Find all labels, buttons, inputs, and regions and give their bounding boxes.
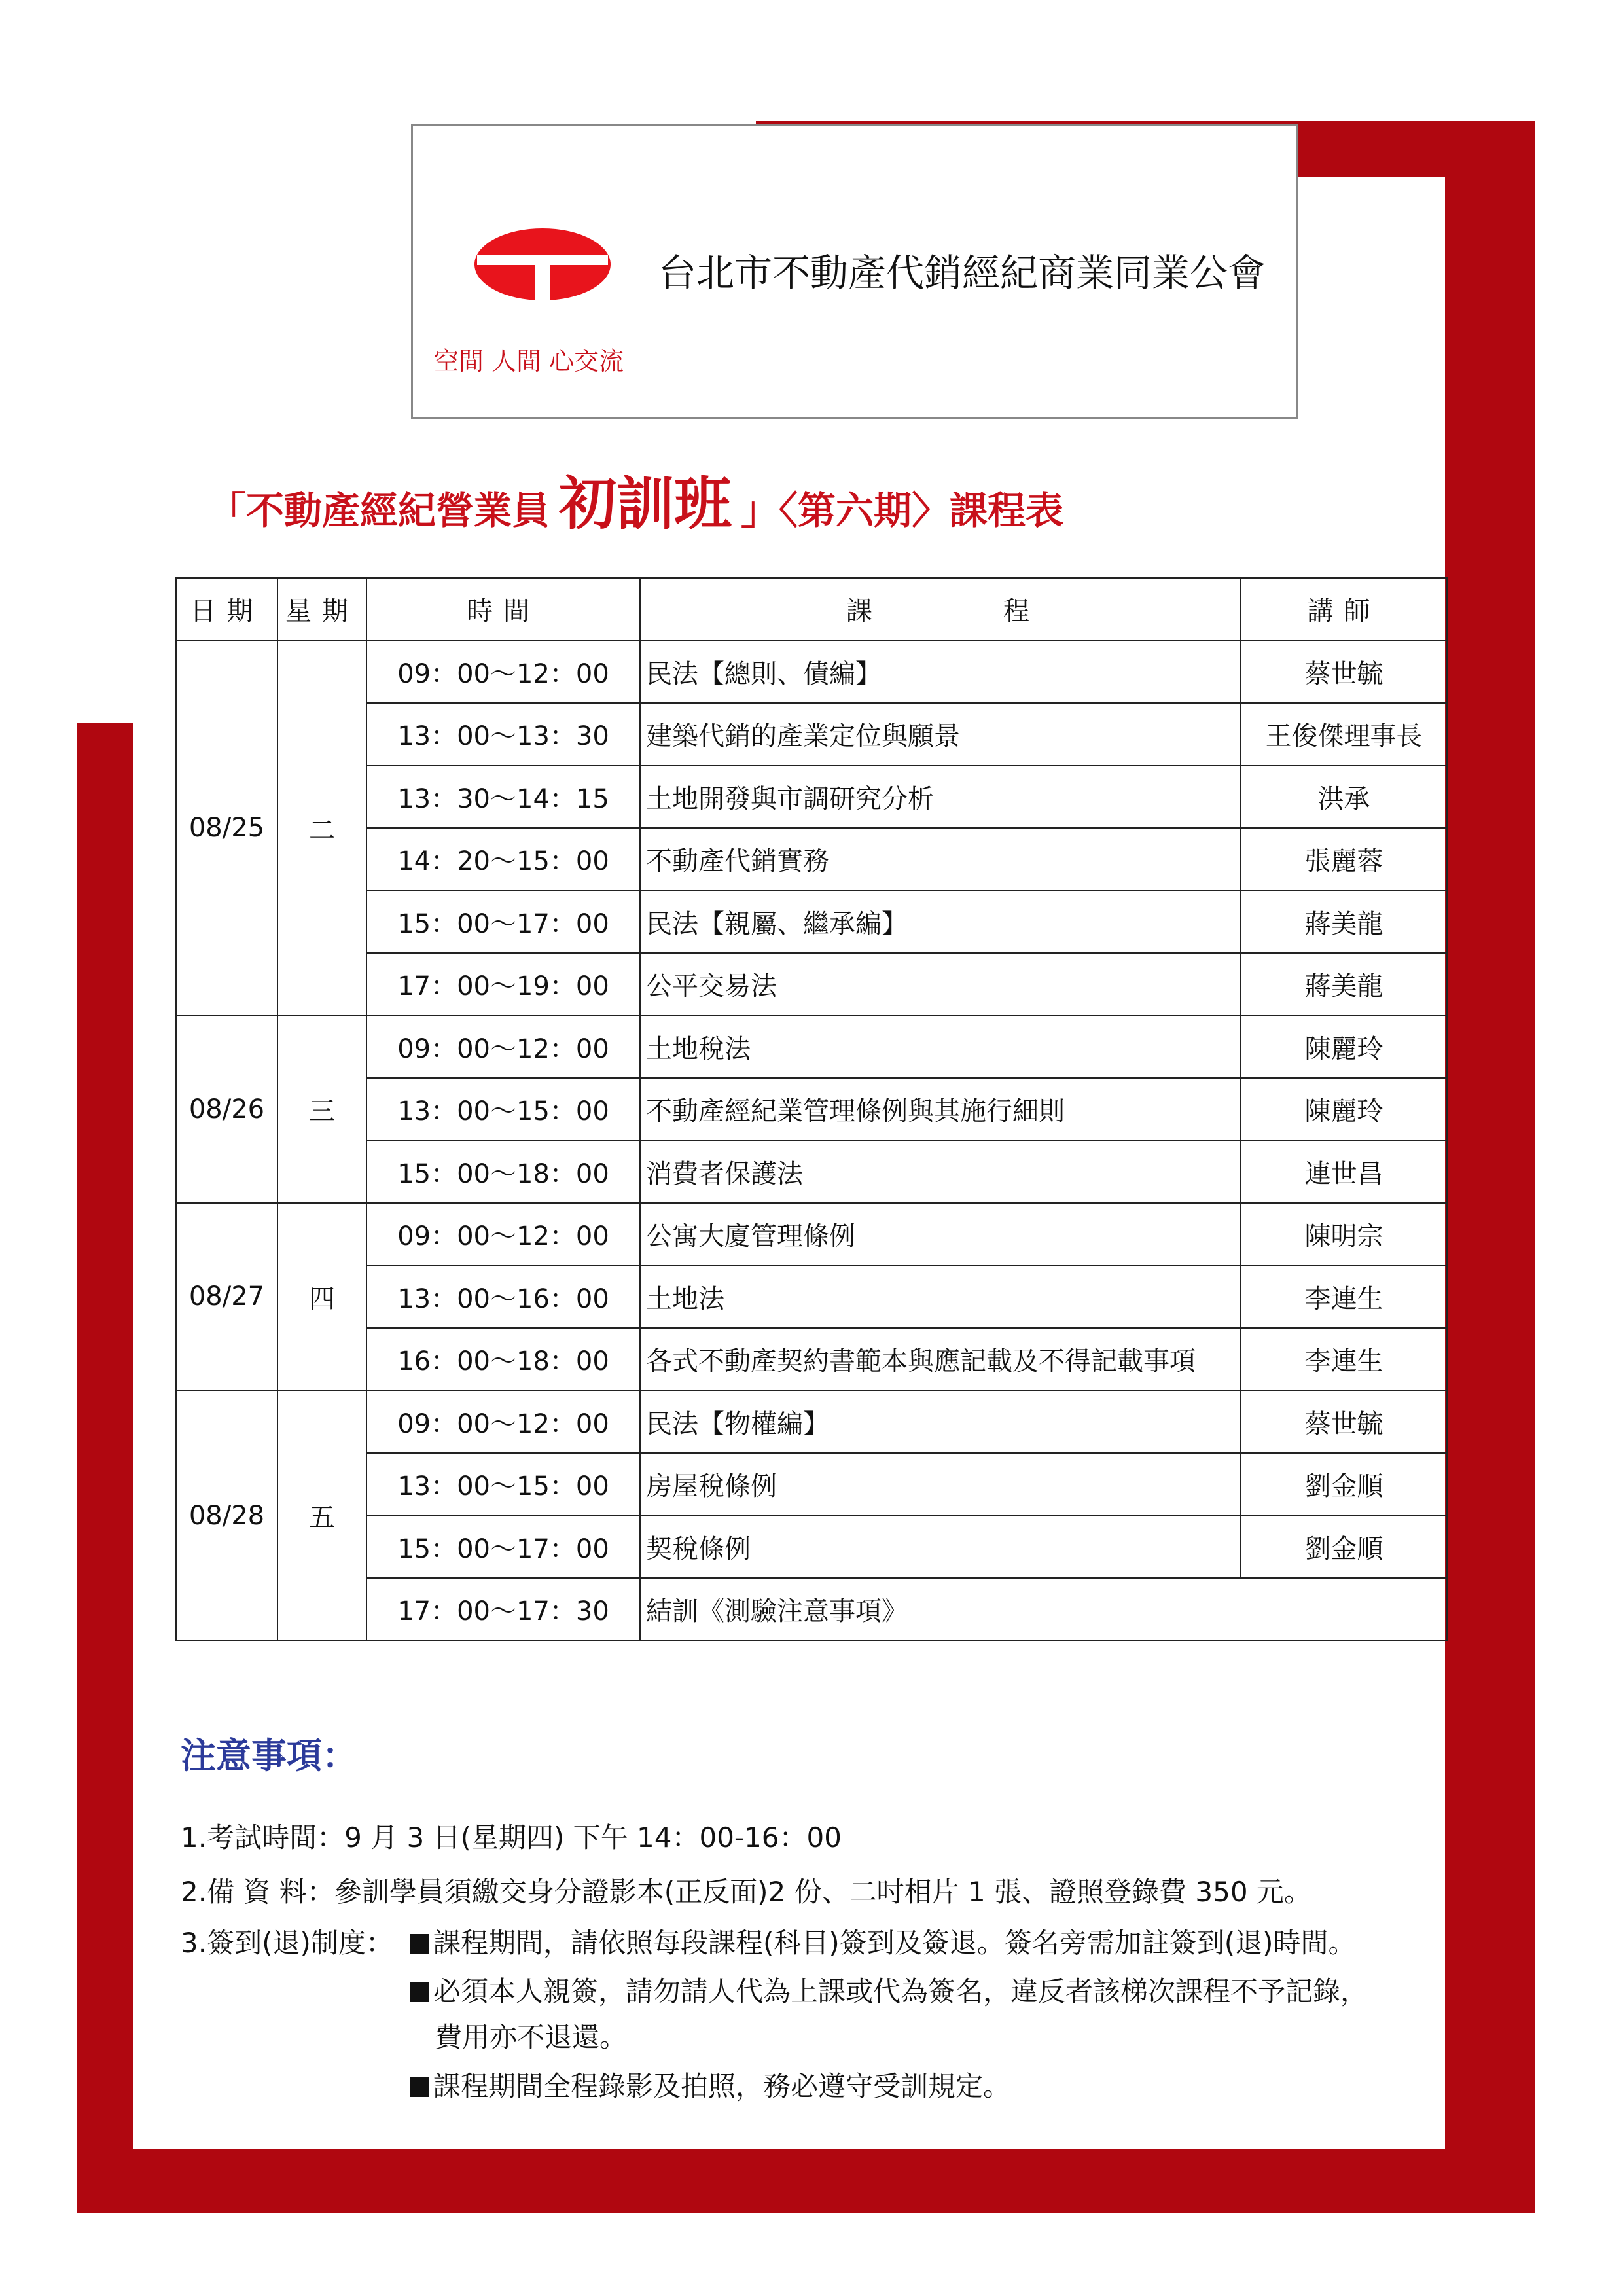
cell-lecturer: 蔡世毓 [1241,641,1447,704]
note-signin-item: 課程期間，請依照每段課程(科目)簽到及簽退。簽名旁需加註簽到(退)時間。 [410,1922,1356,1961]
cell-weekday: 四 [277,1203,366,1391]
header-box [411,124,1298,419]
black-square-bullet-icon [410,1982,429,2002]
cell-course: 土地稅法 [640,1016,1241,1079]
table-row [176,1141,1447,1204]
cell-time: 13：00～15：00 [366,1453,640,1516]
table-row [176,1328,1447,1391]
cell-time: 16：00～18：00 [366,1328,640,1391]
cell-course: 建築代銷的產業定位與願景 [640,703,1241,766]
cell-weekday: 二 [277,641,366,1016]
cell-course: 土地開發與市調研究分析 [640,766,1241,829]
table-row [176,1516,1447,1579]
cell-time: 13：00～13：30 [366,703,640,766]
cell-time: 15：00～17：00 [366,891,640,954]
org-name: 台北市不動產代銷經紀商業同業公會 [658,251,1266,295]
cell-course: 民法【親屬、繼承編】 [640,891,1241,954]
table-row [176,766,1447,829]
table-row-closing [176,1578,1447,1641]
table-row [176,641,1447,704]
cell-time: 13：30～14：15 [366,766,640,829]
note-signin-label: 3.簽到(退)制度： [181,1927,393,1959]
cell-weekday: 三 [277,1016,366,1204]
page-title [208,458,1064,537]
note-signin-item: 課程期間全程錄影及拍照，務必遵守受訓規定。 [410,2065,1010,2104]
cell-weekday: 五 [277,1391,366,1641]
cell-lecturer: 陳麗玲 [1241,1016,1447,1079]
cell-date: 08/26 [176,1016,277,1204]
cell-lecturer: 陳麗玲 [1241,1078,1447,1141]
cell-time: 14：20～15：00 [366,828,640,891]
cell-course: 民法【物權編】 [640,1391,1241,1454]
note-exam: 1.考試時間：9 月 3 日(星期四) 下午 14：00-16：00 [181,1821,842,1854]
note-signin-item: 必須本人親簽，請勿請人代為上課或代為簽名，違反者該梯次課程不予記錄， [410,1970,1368,2009]
cell-course: 民法【總則、債編】 [640,641,1241,704]
cell-time: 09：00～12：00 [366,1203,640,1266]
cell-lecturer: 王俊傑理事長 [1241,703,1447,766]
header-lecturer: 講師 [1241,578,1447,641]
cell-time: 17：00～17：30 [366,1578,640,1641]
title-part-2: 初訓班 [559,470,732,537]
cell-lecturer: 李連生 [1241,1266,1447,1329]
table-row [176,953,1447,1016]
table-row [176,1453,1447,1516]
table-row [176,1203,1447,1266]
note-documents: 2.備 資 料：參訓學員須繳交身分證影本(正反面)2 份、二吋相片 1 張、證照登錄費 350 元。 [181,1876,1311,1908]
cell-lecturer: 李連生 [1241,1328,1447,1391]
title-part-1: 「不動產經紀營業員 [208,488,550,533]
cell-time: 09：00～12：00 [366,1016,640,1079]
header-weekday: 星期 [277,578,366,641]
table-header-row [176,578,1447,641]
table-row [176,703,1447,766]
table-row [176,828,1447,891]
cell-time: 13：00～15：00 [366,1078,640,1141]
cell-course: 公寓大廈管理條例 [640,1203,1241,1266]
cell-lecturer: 劉金順 [1241,1516,1447,1579]
cell-lecturer: 蔡世毓 [1241,1391,1447,1454]
cell-time: 13：00～16：00 [366,1266,640,1329]
table-row [176,1016,1447,1079]
cell-course: 各式不動產契約書範本與應記載及不得記載事項 [640,1328,1241,1391]
cell-date: 08/25 [176,641,277,1016]
cell-time: 15：00～18：00 [366,1141,640,1204]
cell-course: 契稅條例 [640,1516,1241,1579]
header-date: 日期 [176,578,277,641]
title-part-3: 」〈第六期〉課程表 [741,488,1064,533]
header-course: 課程 [640,578,1241,641]
cell-date: 08/27 [176,1203,277,1391]
slogan: 空間 人間 心交流 [434,347,624,376]
cell-course: 結訓《測驗注意事項》 [640,1578,1447,1641]
frame-left-bar [77,723,133,2213]
cell-lecturer: 蔣美龍 [1241,891,1447,954]
cell-time: 15：00～17：00 [366,1516,640,1579]
notes-title: 注意事項： [181,1735,357,1776]
cell-lecturer: 張麗蓉 [1241,828,1447,891]
cell-course: 不動產代銷實務 [640,828,1241,891]
red-ellipse-t-logo-icon [472,226,613,303]
cell-lecturer: 劉金順 [1241,1453,1447,1516]
frame-bottom-bar [77,2149,1535,2213]
cell-course: 消費者保護法 [640,1141,1241,1204]
schedule-table [175,577,1448,1641]
table-row [176,891,1447,954]
cell-lecturer: 洪承 [1241,766,1447,829]
note-signin-item-continuation: 費用亦不退還。 [435,2021,628,2053]
cell-time: 17：00～19：00 [366,953,640,1016]
header-time: 時間 [366,578,640,641]
table-row [176,1266,1447,1329]
table-row [176,1391,1447,1454]
cell-course: 土地法 [640,1266,1241,1329]
cell-lecturer: 連世昌 [1241,1141,1447,1204]
cell-time: 09：00～12：00 [366,641,640,704]
black-square-bullet-icon [410,2077,429,2097]
cell-course: 房屋稅條例 [640,1453,1241,1516]
black-square-bullet-icon [410,1934,429,1954]
cell-course: 不動產經紀業管理條例與其施行細則 [640,1078,1241,1141]
table-row [176,1078,1447,1141]
cell-time: 09：00～12：00 [366,1391,640,1454]
cell-lecturer: 陳明宗 [1241,1203,1447,1266]
cell-date: 08/28 [176,1391,277,1641]
cell-course: 公平交易法 [640,953,1241,1016]
frame-right-bar [1445,121,1535,2213]
cell-lecturer: 蔣美龍 [1241,953,1447,1016]
